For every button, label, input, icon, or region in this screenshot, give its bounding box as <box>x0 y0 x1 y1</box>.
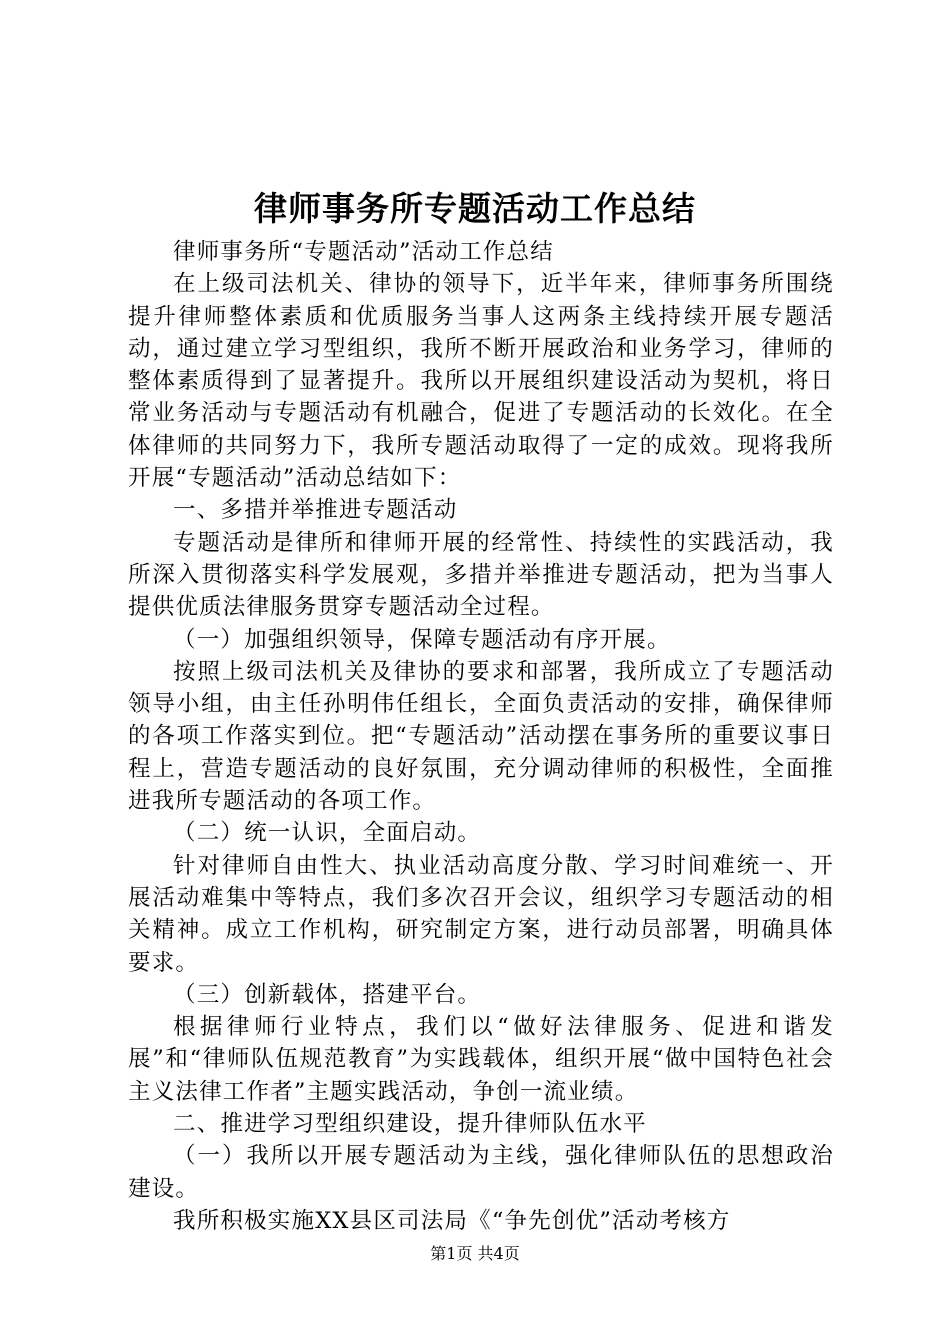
section-heading-2: 二、推进学习型组织建设，提升律师队伍水平 <box>173 1111 648 1138</box>
paragraph-intro: 在上级司法机关、律协的领导下，近半年来，律师事务所围绕提升律师整体素质和优质服务当事人这两条主线持续开展专题活动，通过建立学习型组织，我所不断开展政治和业务学习，律师的整体素质得到了显著提升。我所以开展组织建设活动为契机，将日常业务活动与专题活动有机融合，促进了专题活动的长效化。在全体律师的共同努力下，我所专题活动取得了一定的成效。现将我所开展“专题活动”活动总结如下： <box>128 271 834 492</box>
document-body <box>128 236 834 1237</box>
subsection-heading: （三）创新载体，搭建平台。 <box>173 981 482 1008</box>
paragraph-subtitle: 律师事务所“专题活动”活动工作总结 <box>173 239 554 265</box>
paragraph: 我所积极实施XX县区司法局《“争先创优”活动考核方 <box>173 1207 731 1234</box>
subsection-heading: （二）统一认识，全面启动。 <box>173 820 482 847</box>
paragraph: 根据律师行业特点，我们以“做好法律服务、促进和谐发展”和“律师队伍规范教育”为实践载体，组织开展“做中国特色社会主义法律工作者”主题实践活动，争创一流业绩。 <box>128 1014 834 1105</box>
paragraph: 针对律师自由性大、执业活动高度分散、学习时间难统一、开展活动难集中等特点，我们多次召开会议，组织学习专题活动的相关精神。成立工作机构，研究制定方案，进行动员部署，明确具体要求。 <box>128 852 834 976</box>
section-heading-1: 一、多措并举推进专题活动 <box>173 497 458 524</box>
subsection-heading: （一）加强组织领导，保障专题活动有序开展。 <box>173 626 671 653</box>
document-title: 律师事务所专题活动工作总结 <box>254 189 696 228</box>
paragraph: 专题活动是律所和律师开展的经常性、持续性的实践活动，我所深入贯彻落实科学发展观，多措并举推进专题活动，把为当事人提供优质法律服务贯穿专题活动全过程。 <box>128 529 834 621</box>
page-number-footer: 第1页 共4页 <box>430 1244 520 1263</box>
paragraph: 按照上级司法机关及律协的要求和部署，我所成立了专题活动领导小组，由主任孙明伟任组长，全面负责活动的安排，确保律师的各项工作落实到位。把“专题活动”活动摆在事务所的重要议事日程上，营造专题活动的良好氛围，充分调动律师的积极性，全面推进我所专题活动的各项工作。 <box>128 658 834 815</box>
subsection-heading: （一）我所以开展专题活动为主线，强化律师队伍的思想政治建设。 <box>128 1143 834 1202</box>
